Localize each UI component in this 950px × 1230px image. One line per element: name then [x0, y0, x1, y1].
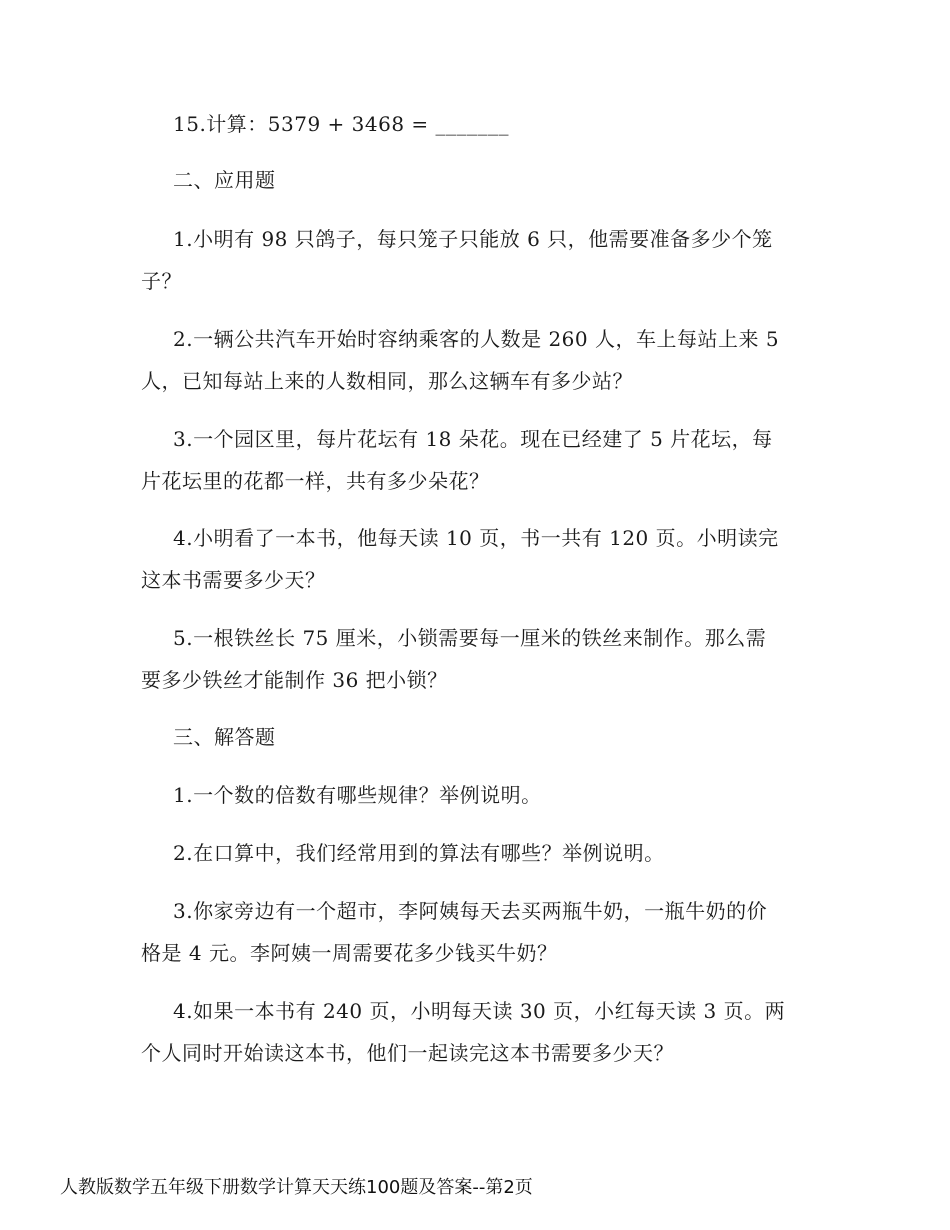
app-problem-5-line-1: 5.一根铁丝长 75 厘米，小锁需要每一厘米的铁丝来制作。那么需: [173, 626, 767, 650]
answer-problem-1: 1.一个数的倍数有哪些规律？举例说明。: [173, 783, 542, 807]
answer-problem-3-line-1: 3.你家旁边有一个超市，李阿姨每天去买两瓶牛奶，一瓶牛奶的价: [173, 899, 768, 923]
problem-15: 15.计算：5379 + 3468 = _______: [173, 112, 510, 136]
app-problem-5-line-2: 要多少铁丝才能制作 36 把小锁？: [141, 668, 448, 692]
page-footer: 人教版数学五年级下册数学计算天天练100题及答案--第2页: [60, 1177, 533, 1198]
app-problem-2-line-2: 人，已知每站上来的人数相同，那么这辆车有多少站？: [141, 369, 633, 393]
section-heading-answer: 三、解答题: [173, 725, 276, 749]
app-problem-4-line-1: 4.小明看了一本书，他每天读 10 页，书一共有 120 页。小明读完: [173, 526, 779, 550]
app-problem-3-line-1: 3.一个园区里，每片花坛有 18 朵花。现在已经建了 5 片花坛，每: [173, 427, 773, 451]
section-heading-application: 二、应用题: [173, 168, 276, 192]
answer-problem-4-line-2: 个人同时开始读这本书，他们一起读完这本书需要多少天？: [141, 1041, 674, 1065]
app-problem-2-line-1: 2.一辆公共汽车开始时容纳乘客的人数是 260 人，车上每站上来 5: [173, 327, 780, 351]
app-problem-1-line-1: 1.小明有 98 只鸽子，每只笼子只能放 6 只，他需要准备多少个笼: [173, 227, 773, 251]
answer-problem-3-line-2: 格是 4 元。李阿姨一周需要花多少钱买牛奶？: [141, 941, 558, 965]
app-problem-4-line-2: 这本书需要多少天？: [141, 568, 326, 592]
app-problem-3-line-2: 片花坛里的花都一样，共有多少朵花？: [141, 469, 490, 493]
answer-problem-4-line-1: 4.如果一本书有 240 页，小明每天读 30 页，小红每天读 3 页。两: [173, 999, 786, 1023]
answer-problem-2: 2.在口算中，我们经常用到的算法有哪些？举例说明。: [173, 841, 665, 865]
app-problem-1-line-2: 子？: [141, 269, 182, 293]
